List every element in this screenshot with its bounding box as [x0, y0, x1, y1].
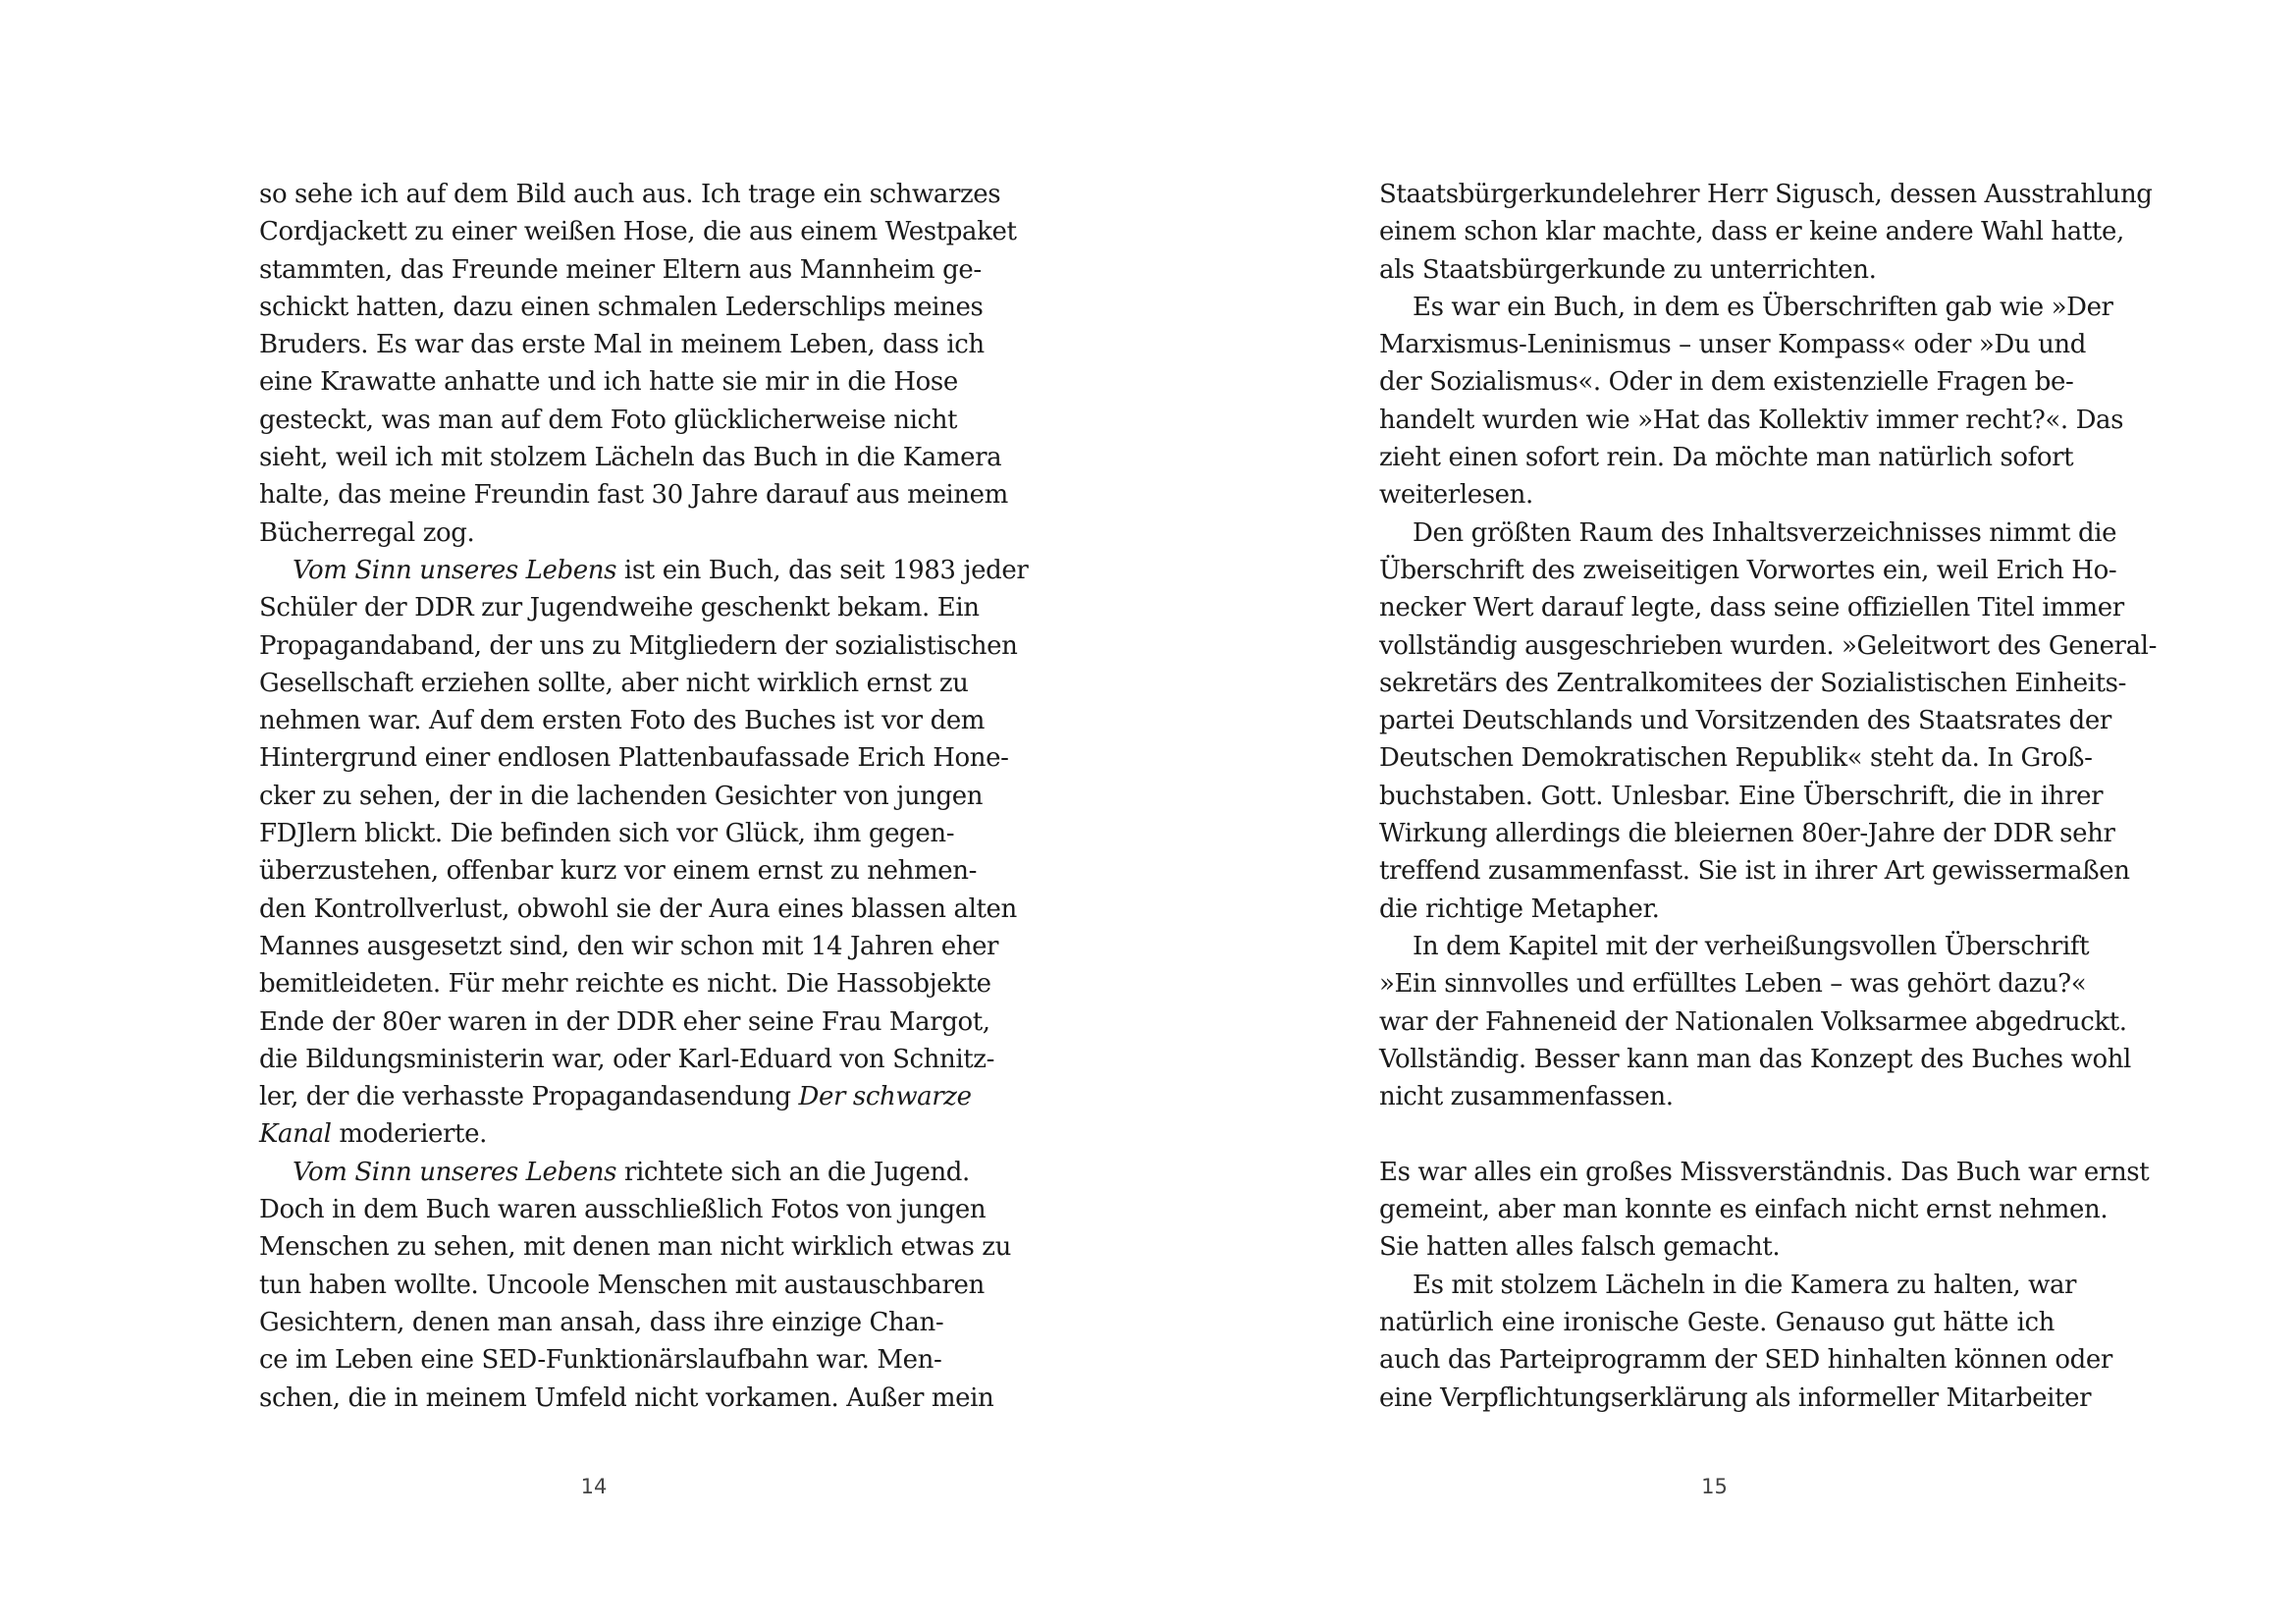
text-line [1379, 176, 2153, 213]
text-line [259, 213, 1017, 250]
text-line [1379, 702, 2111, 739]
text-segment: Marxismus-Leninismus – unser Kompass« oder »Du und [1379, 330, 2087, 360]
text-line [259, 402, 958, 439]
text-line [1379, 251, 2055, 289]
text-segment: richtete sich an die Jugend. [616, 1157, 970, 1187]
text-line [259, 176, 1001, 213]
italic-text: Der schwarze [798, 1082, 972, 1112]
text-line [1379, 1228, 2055, 1266]
text-line [1379, 1380, 2092, 1417]
right-page [1148, 0, 2296, 1624]
text-segment: In dem Kapitel mit der verheißungsvollen Überschrift [1413, 931, 2090, 961]
right-page-number: 15 [1701, 1475, 1728, 1498]
text-line [1379, 815, 2115, 852]
text-segment: auch das Parteiprogramm der SED hinhalten können oder [1379, 1345, 2112, 1376]
text-line [259, 1154, 970, 1191]
text-line [259, 476, 1008, 514]
text-segment: Propagandaband, der uns zu Mitgliedern der sozialistischen [259, 630, 1018, 661]
text-line [259, 1003, 990, 1041]
text-line [1379, 852, 2130, 890]
text-segment: Bücherregal zog. [259, 517, 475, 548]
text-segment: Bruders. Es war das erste Mal in meinem Leben, dass ich [259, 330, 985, 360]
text-segment: so sehe ich auf dem Bild auch aus. Ich trage ein schwarzes [259, 180, 1001, 209]
text-segment: zieht einen sofort rein. Da möchte man natürlich sofort [1379, 443, 2074, 473]
text-line [1379, 891, 2055, 928]
italic-text: Kanal [259, 1119, 332, 1150]
text-line [1379, 1267, 2077, 1304]
text-segment: Es war ein Buch, in dem es Überschriften gab wie »Der [1413, 292, 2113, 322]
text-line [259, 1115, 934, 1153]
text-segment: handelt wurden wie »Hat das Kollektiv immer recht?«. Das [1379, 405, 2124, 435]
text-line [1379, 1341, 2112, 1379]
text-line [1379, 1115, 2055, 1153]
text-line [1379, 928, 2090, 965]
text-line [259, 852, 977, 890]
text-segment: ist ein Buch, das seit 1983 jeder [616, 555, 1029, 585]
text-segment: »Ein sinnvolles und erfülltes Leben – was gehört dazu?« [1379, 969, 2087, 1000]
text-segment: Wirkung allerdings die bleiernen 80er-Jahre der DDR sehr [1379, 819, 2115, 849]
text-line [1379, 1041, 2131, 1078]
text-line [1379, 289, 2113, 326]
text-line [1379, 627, 2157, 665]
text-segment: der Sozialismus«. Oder in dem existenzielle Fragen be- [1379, 367, 2074, 398]
text-segment: Deutschen Demokratischen Republik« steht da. In Groß- [1379, 743, 2093, 774]
text-segment: Hintergrund einer endlosen Plattenbaufassade Erich Hone- [259, 743, 1009, 774]
text-line [1379, 1191, 2109, 1228]
text-segment: Mannes ausgesetzt sind, den wir schon mit 14 Jahren eher [259, 931, 999, 961]
text-segment: als Staatsbürgerkunde zu unterrichten. [1379, 254, 1877, 285]
text-segment: ce im Leben eine SED-Funktionärslaufbahn war. Men- [259, 1345, 942, 1376]
text-line [259, 363, 958, 401]
text-segment: tun haben wollte. Uncoole Menschen mit austauschbaren [259, 1270, 985, 1300]
text-line [259, 552, 1029, 589]
text-segment: natürlich eine ironische Geste. Genauso gut hätte ich [1379, 1307, 2055, 1337]
text-segment: Es mit stolzem Lächeln in die Kamera zu halten, war [1413, 1270, 2077, 1300]
text-segment: schickt hatten, dazu einen schmalen Lederschlips meines [259, 292, 984, 322]
text-line [1379, 439, 2074, 476]
text-segment: partei Deutschlands und Vorsitzenden des Staatsrates der [1379, 706, 2111, 736]
text-segment: die richtige Metapher. [1379, 893, 1660, 924]
text-segment: FDJlern blickt. Die befinden sich vor Glück, ihm gegen- [259, 819, 955, 849]
text-segment: Es war alles ein großes Missverständnis. Das Buch war ernst [1379, 1157, 2150, 1187]
text-line [1379, 665, 2126, 702]
text-line [1379, 213, 2124, 250]
text-segment: eine Verpflichtungserklärung als informeller Mitarbeiter [1379, 1382, 2092, 1413]
text-segment: sieht, weil ich mit stolzem Lächeln das Buch in die Kamera [259, 443, 1002, 473]
text-line [259, 1341, 942, 1379]
text-segment: Überschrift des zweiseitigen Vorwortes ein, weil Erich Ho- [1379, 555, 2117, 585]
text-line [259, 1228, 1011, 1266]
text-segment: war der Fahneneid der Nationalen Volksarmee abgedruckt. [1379, 1006, 2127, 1037]
text-line [259, 1304, 944, 1341]
text-segment: nicht zusammenfassen. [1379, 1082, 1674, 1112]
text-line [259, 1267, 985, 1304]
text-segment: treffend zusammenfasst. Sie ist in ihrer Art gewissermaßen [1379, 856, 2130, 887]
text-segment: Gesichtern, denen man ansah, dass ihre einzige Chan- [259, 1307, 944, 1337]
text-line [259, 289, 984, 326]
text-line [259, 739, 1009, 777]
text-segment: vollständig ausgeschrieben wurden. »Geleitwort des General- [1379, 630, 2157, 661]
text-segment: überzustehen, offenbar kurz vor einem ernst zu nehmen- [259, 856, 977, 887]
text-line [259, 928, 999, 965]
text-segment: schen, die in meinem Umfeld nicht vorkamen. Außer mein [259, 1382, 994, 1413]
text-line [259, 514, 934, 552]
text-segment: Doch in dem Buch waren ausschließlich Fotos von jungen [259, 1195, 987, 1225]
text-line [259, 1380, 994, 1417]
text-line [259, 1191, 987, 1228]
text-line [259, 1078, 972, 1115]
text-line [1379, 326, 2087, 363]
text-segment: bemitleideten. Für mehr reichte es nicht. Die Hassobjekte [259, 969, 991, 1000]
text-segment: weiterlesen. [1379, 480, 1533, 511]
text-segment: gemeint, aber man konnte es einfach nicht ernst nehmen. [1379, 1195, 2109, 1225]
text-segment: einem schon klar machte, dass er keine andere Wahl hatte, [1379, 217, 2124, 247]
text-segment: Menschen zu sehen, mit denen man nicht wirklich etwas zu [259, 1232, 1011, 1263]
text-line [259, 702, 986, 739]
text-segment: halte, das meine Freundin fast 30 Jahre darauf aus meinem [259, 480, 1008, 511]
text-segment: stammten, das Freunde meiner Eltern aus Mannheim ge- [259, 254, 982, 285]
text-line [259, 778, 984, 815]
text-segment: den Kontrollverlust, obwohl sie der Aura eines blassen alten [259, 893, 1017, 924]
text-line [1379, 1304, 2055, 1341]
text-line [259, 589, 980, 626]
text-segment: Staatsbürgerkundelehrer Herr Sigusch, dessen Ausstrahlung [1379, 180, 2153, 209]
text-segment: gesteckt, was man auf dem Foto glücklicherweise nicht [259, 405, 958, 435]
text-segment: Vollständig. Besser kann man das Konzept des Buches wohl [1379, 1044, 2131, 1074]
text-segment: Den größten Raum des Inhaltsverzeichnisses nimmt die [1413, 517, 2117, 548]
text-line [259, 891, 1017, 928]
left-page-number: 14 [580, 1475, 608, 1498]
text-segment: Gesellschaft erziehen sollte, aber nicht wirklich ernst zu [259, 668, 969, 698]
text-segment: sekretärs des Zentralkomitees der Sozialistischen Einheits- [1379, 668, 2126, 698]
text-segment: Cordjackett zu einer weißen Hose, die aus einem Westpaket [259, 217, 1017, 247]
text-segment: Sie hatten alles falsch gemacht. [1379, 1232, 1781, 1263]
right-page-body [1379, 176, 2157, 1417]
text-line [1379, 402, 2124, 439]
text-segment: die Bildungsministerin war, oder Karl-Eduard von Schnitz- [259, 1044, 994, 1074]
text-line [1379, 363, 2074, 401]
text-segment: buchstaben. Gott. Unlesbar. Eine Überschrift, die in ihrer [1379, 781, 2104, 811]
text-line [259, 627, 1018, 665]
text-segment: ler, der die verhasste Propagandasendung [259, 1082, 799, 1112]
text-line [259, 815, 955, 852]
text-line [1379, 1078, 2055, 1115]
text-line [1379, 476, 2055, 514]
text-line [259, 326, 985, 363]
text-line [1379, 1154, 2150, 1191]
text-line [1379, 552, 2117, 589]
text-line [259, 1041, 994, 1078]
left-page-body [259, 176, 1029, 1417]
italic-text: Vom Sinn unseres Lebens [293, 555, 617, 585]
italic-text: Vom Sinn unseres Lebens [293, 1157, 617, 1187]
text-segment: nehmen war. Auf dem ersten Foto des Buches ist vor dem [259, 706, 986, 736]
text-line [259, 665, 969, 702]
text-line [1379, 589, 2124, 626]
text-line [1379, 1003, 2127, 1041]
text-segment: Schüler der DDR zur Jugendweihe geschenkt bekam. Ein [259, 593, 980, 623]
text-segment: moderierte. [331, 1119, 487, 1150]
text-line [1379, 778, 2104, 815]
text-segment: Ende der 80er waren in der DDR eher seine Frau Margot, [259, 1006, 990, 1037]
text-line [259, 251, 982, 289]
text-line [1379, 739, 2093, 777]
text-segment: cker zu sehen, der in die lachenden Gesichter von jungen [259, 781, 984, 811]
text-line [1379, 965, 2087, 1002]
text-segment: eine Krawatte anhatte und ich hatte sie mir in die Hose [259, 367, 958, 398]
text-line [259, 439, 1002, 476]
text-line [259, 965, 991, 1002]
text-line [1379, 514, 2117, 552]
text-segment: necker Wert darauf legte, dass seine offiziellen Titel immer [1379, 593, 2124, 623]
